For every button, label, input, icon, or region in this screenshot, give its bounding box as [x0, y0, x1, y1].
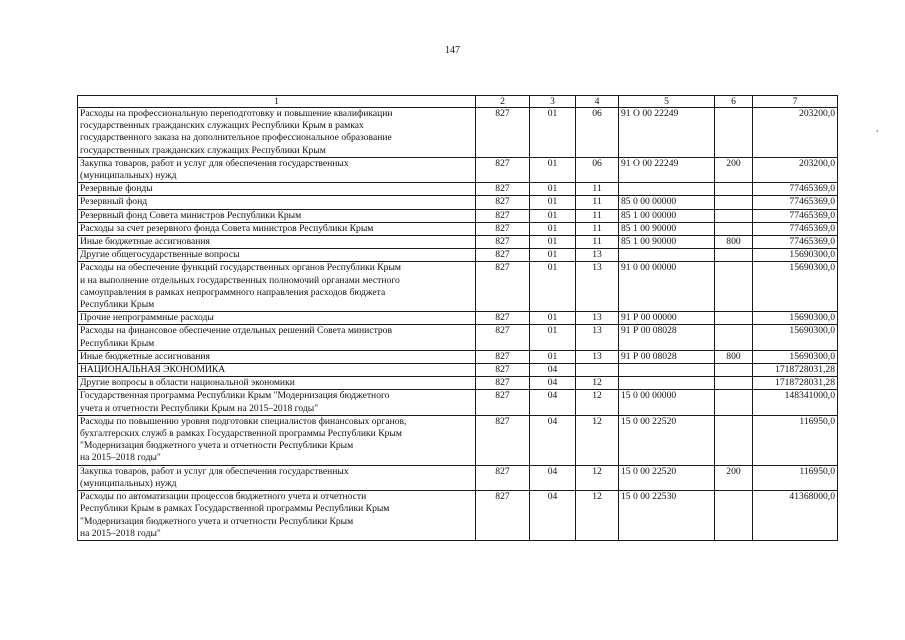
cell-name — [78, 183, 476, 196]
table-row — [78, 390, 838, 415]
cell-name-line: Государственная программа Республики Крым "Модернизация бюджетного — [80, 390, 390, 402]
cell-name-line: "Модернизация бюджетного учета и отчетности Республики Крым — [80, 440, 354, 452]
cell-name-line: НАЦИОНАЛЬНАЯ ЭКОНОМИКА — [80, 364, 226, 376]
cell-name-line: (муниципальных) нужд — [80, 170, 177, 182]
cell-amount: 77465369,0 — [753, 222, 838, 235]
cell-name-line: Республики Крым — [80, 299, 155, 311]
cell-name — [78, 209, 476, 222]
cell-ministry: 827 — [476, 236, 530, 249]
cell-subsection: 11 — [576, 196, 619, 209]
cell-section: 04 — [530, 364, 576, 377]
table-row — [78, 196, 838, 209]
cell-name-line: Республики Крым — [80, 337, 155, 349]
cell-expense-type: 800 — [715, 236, 753, 249]
table-row — [78, 415, 838, 465]
header-col-2: 2 — [476, 96, 530, 108]
cell-amount: 15690300,0 — [753, 262, 838, 312]
cell-ministry: 827 — [476, 364, 530, 377]
cell-amount: 77465369,0 — [753, 209, 838, 222]
cell-expense-type: 800 — [715, 350, 753, 363]
cell-subsection: 11 — [576, 209, 619, 222]
cell-subsection: 12 — [576, 390, 619, 415]
margin-mark: , — [876, 123, 879, 134]
cell-subsection: 13 — [576, 312, 619, 325]
cell-ministry: 827 — [476, 262, 530, 312]
cell-section: 01 — [530, 249, 576, 262]
cell-target-article — [619, 249, 715, 262]
cell-name — [78, 491, 476, 541]
cell-subsection: 12 — [576, 377, 619, 390]
cell-expense-type: 200 — [715, 157, 753, 182]
cell-section: 04 — [530, 390, 576, 415]
cell-expense-type — [715, 390, 753, 415]
header-col-5: 5 — [619, 96, 715, 108]
cell-ministry: 827 — [476, 377, 530, 390]
cell-amount: 15690300,0 — [753, 312, 838, 325]
table-row — [78, 465, 838, 490]
cell-section: 01 — [530, 312, 576, 325]
cell-ministry: 827 — [476, 222, 530, 235]
cell-name-line: Иные бюджетные ассигнования — [80, 350, 210, 362]
cell-target-article: 91 Р 00 00000 — [619, 312, 715, 325]
cell-name — [78, 196, 476, 209]
cell-name — [78, 390, 476, 415]
cell-ministry: 827 — [476, 415, 530, 465]
cell-name — [78, 222, 476, 235]
cell-name-line: и на выполнение отдельных государственных полномочий органами местного — [80, 274, 400, 286]
table-row — [78, 209, 838, 222]
cell-name-line: Республики Крым в рамках Государственной программы Республики Крым — [80, 503, 390, 515]
cell-subsection: 11 — [576, 222, 619, 235]
cell-name — [78, 108, 476, 158]
cell-name-line: Расходы на профессиональную переподготовку и повышение квалификации — [80, 108, 393, 119]
cell-target-article — [619, 377, 715, 390]
table-row — [78, 157, 838, 182]
cell-amount: 203200,0 — [753, 108, 838, 158]
cell-section: 01 — [530, 222, 576, 235]
cell-target-article: 85 0 00 00000 — [619, 196, 715, 209]
cell-ministry: 827 — [476, 390, 530, 415]
cell-ministry: 827 — [476, 491, 530, 541]
cell-section: 01 — [530, 157, 576, 182]
cell-section: 01 — [530, 236, 576, 249]
cell-name-line: Прочие непрограммные расходы — [80, 312, 214, 324]
cell-amount: 77465369,0 — [753, 196, 838, 209]
cell-amount: 77465369,0 — [753, 183, 838, 196]
cell-section: 04 — [530, 377, 576, 390]
cell-name — [78, 236, 476, 249]
cell-expense-type — [715, 222, 753, 235]
cell-amount: 1718728031,28 — [753, 364, 838, 377]
cell-target-article: 91 О 00 22249 — [619, 157, 715, 182]
cell-name-line: Расходы на обеспечение функций государственных органов Республики Крым — [80, 262, 402, 274]
cell-ministry: 827 — [476, 157, 530, 182]
cell-name — [78, 262, 476, 312]
cell-name-line: Иные бюджетные ассигнования — [80, 236, 210, 248]
header-col-6: 6 — [715, 96, 753, 108]
cell-subsection: 12 — [576, 415, 619, 465]
cell-target-article: 15 0 00 22530 — [619, 491, 715, 541]
cell-name-line: на 2015–2018 годы" — [80, 452, 161, 464]
table-row — [78, 262, 838, 312]
cell-expense-type — [715, 325, 753, 350]
cell-name — [78, 312, 476, 325]
cell-section: 01 — [530, 262, 576, 312]
table-row — [78, 249, 838, 262]
cell-subsection: 11 — [576, 236, 619, 249]
cell-subsection: 13 — [576, 350, 619, 363]
cell-name-line: Резервные фонды — [80, 183, 153, 195]
cell-subsection: 06 — [576, 108, 619, 158]
table-body — [78, 108, 838, 541]
cell-subsection: 13 — [576, 249, 619, 262]
cell-name — [78, 364, 476, 377]
table-row — [78, 108, 838, 158]
cell-target-article: 91 Р 00 08028 — [619, 350, 715, 363]
cell-expense-type — [715, 415, 753, 465]
cell-name-line: бухгалтерских служб в рамках Государственной программы Республики Крым — [80, 428, 402, 440]
cell-subsection: 12 — [576, 465, 619, 490]
cell-name-line: Резервный фонд — [80, 196, 148, 208]
cell-expense-type — [715, 108, 753, 158]
cell-ministry: 827 — [476, 312, 530, 325]
cell-name-line: Расходы по автоматизации процессов бюджетного учета и отчетности — [80, 491, 367, 503]
budget-table — [77, 95, 838, 541]
cell-ministry: 827 — [476, 249, 530, 262]
cell-ministry: 827 — [476, 196, 530, 209]
cell-target-article — [619, 364, 715, 377]
cell-target-article — [619, 183, 715, 196]
cell-section: 04 — [530, 491, 576, 541]
cell-expense-type — [715, 196, 753, 209]
cell-subsection — [576, 364, 619, 377]
cell-name — [78, 465, 476, 490]
table-row — [78, 183, 838, 196]
cell-amount: 15690300,0 — [753, 249, 838, 262]
cell-amount: 148341000,0 — [753, 390, 838, 415]
cell-name — [78, 325, 476, 350]
cell-name — [78, 249, 476, 262]
table-row — [78, 377, 838, 390]
cell-target-article: 91 О 00 22249 — [619, 108, 715, 158]
cell-name-line: на 2015–2018 годы" — [80, 527, 161, 539]
cell-subsection: 13 — [576, 325, 619, 350]
cell-subsection: 13 — [576, 262, 619, 312]
cell-expense-type — [715, 364, 753, 377]
cell-name-line: Расходы за счет резервного фонда Совета министров Республики Крым — [80, 222, 374, 234]
table-header — [78, 96, 838, 108]
cell-ministry: 827 — [476, 325, 530, 350]
cell-section: 01 — [530, 196, 576, 209]
cell-name-line: учета и отчетности Республики Крым на 2015–2018 годы" — [80, 402, 319, 414]
header-row — [78, 96, 838, 108]
table-row — [78, 312, 838, 325]
cell-amount: 116950,0 — [753, 465, 838, 490]
cell-section: 01 — [530, 108, 576, 158]
cell-target-article: 85 1 00 90000 — [619, 222, 715, 235]
table-row — [78, 350, 838, 363]
cell-name-line: Закупка товаров, работ и услуг для обеспечения государственных — [80, 157, 349, 169]
cell-expense-type — [715, 377, 753, 390]
cell-ministry: 827 — [476, 465, 530, 490]
cell-name — [78, 157, 476, 182]
table-row — [78, 325, 838, 350]
cell-name-line: Резервный фонд Совета министров Республики Крым — [80, 209, 302, 221]
table-row — [78, 491, 838, 541]
cell-expense-type — [715, 183, 753, 196]
cell-target-article: 15 0 00 22520 — [619, 415, 715, 465]
cell-expense-type — [715, 491, 753, 541]
cell-subsection: 06 — [576, 157, 619, 182]
cell-expense-type: 200 — [715, 465, 753, 490]
header-col-7: 7 — [753, 96, 838, 108]
cell-name-line: "Модернизация бюджетного учета и отчетности Республики Крым — [80, 515, 354, 527]
cell-name-line: Другие вопросы в области национальной экономики — [80, 377, 295, 389]
header-col-3: 3 — [530, 96, 576, 108]
header-col-1: 1 — [78, 96, 476, 108]
cell-target-article: 85 1 00 90000 — [619, 236, 715, 249]
cell-ministry: 827 — [476, 108, 530, 158]
cell-expense-type — [715, 209, 753, 222]
cell-name — [78, 415, 476, 465]
cell-name-line: Другие общегосударственные вопросы — [80, 249, 240, 261]
cell-name-line: Расходы на финансовое обеспечение отдельных решений Совета министров — [80, 325, 393, 337]
cell-target-article: 15 0 00 22520 — [619, 465, 715, 490]
cell-ministry: 827 — [476, 209, 530, 222]
cell-amount: 41368000,0 — [753, 491, 838, 541]
cell-target-article: 91 0 00 00000 — [619, 262, 715, 312]
cell-name-line: государственных гражданских служащих Республики Крым в рамках — [80, 120, 364, 132]
cell-subsection: 12 — [576, 491, 619, 541]
cell-amount: 203200,0 — [753, 157, 838, 182]
cell-section: 01 — [530, 209, 576, 222]
cell-section: 04 — [530, 465, 576, 490]
cell-amount: 15690300,0 — [753, 325, 838, 350]
cell-amount: 1718728031,28 — [753, 377, 838, 390]
table-row — [78, 236, 838, 249]
cell-ministry: 827 — [476, 350, 530, 363]
cell-amount: 77465369,0 — [753, 236, 838, 249]
cell-name-line: государственных гражданских служащих Республики Крым — [80, 144, 326, 156]
cell-amount: 15690300,0 — [753, 350, 838, 363]
cell-subsection: 11 — [576, 183, 619, 196]
cell-ministry: 827 — [476, 183, 530, 196]
cell-expense-type — [715, 249, 753, 262]
table-row — [78, 364, 838, 377]
cell-target-article: 91 Р 00 08028 — [619, 325, 715, 350]
cell-expense-type — [715, 312, 753, 325]
cell-target-article: 15 0 00 00000 — [619, 390, 715, 415]
cell-expense-type — [715, 262, 753, 312]
cell-name-line: (муниципальных) нужд — [80, 477, 177, 489]
header-col-4: 4 — [576, 96, 619, 108]
cell-name — [78, 350, 476, 363]
cell-section: 04 — [530, 415, 576, 465]
cell-target-article: 85 1 00 00000 — [619, 209, 715, 222]
cell-name-line: самоуправления в рамках непрограммного направления расходов бюджета — [80, 286, 386, 298]
cell-name-line: государственного заказа на дополнительное профессиональное образование — [80, 132, 392, 144]
cell-name — [78, 377, 476, 390]
cell-name-line: Закупка товаров, работ и услуг для обеспечения государственных — [80, 465, 349, 477]
page-number: 147 — [445, 45, 460, 56]
cell-name-line: Расходы по повышению уровня подготовки специалистов финансовых органов, — [80, 415, 407, 427]
cell-section: 01 — [530, 325, 576, 350]
cell-amount: 116950,0 — [753, 415, 838, 465]
table-row — [78, 222, 838, 235]
cell-section: 01 — [530, 350, 576, 363]
cell-section: 01 — [530, 183, 576, 196]
